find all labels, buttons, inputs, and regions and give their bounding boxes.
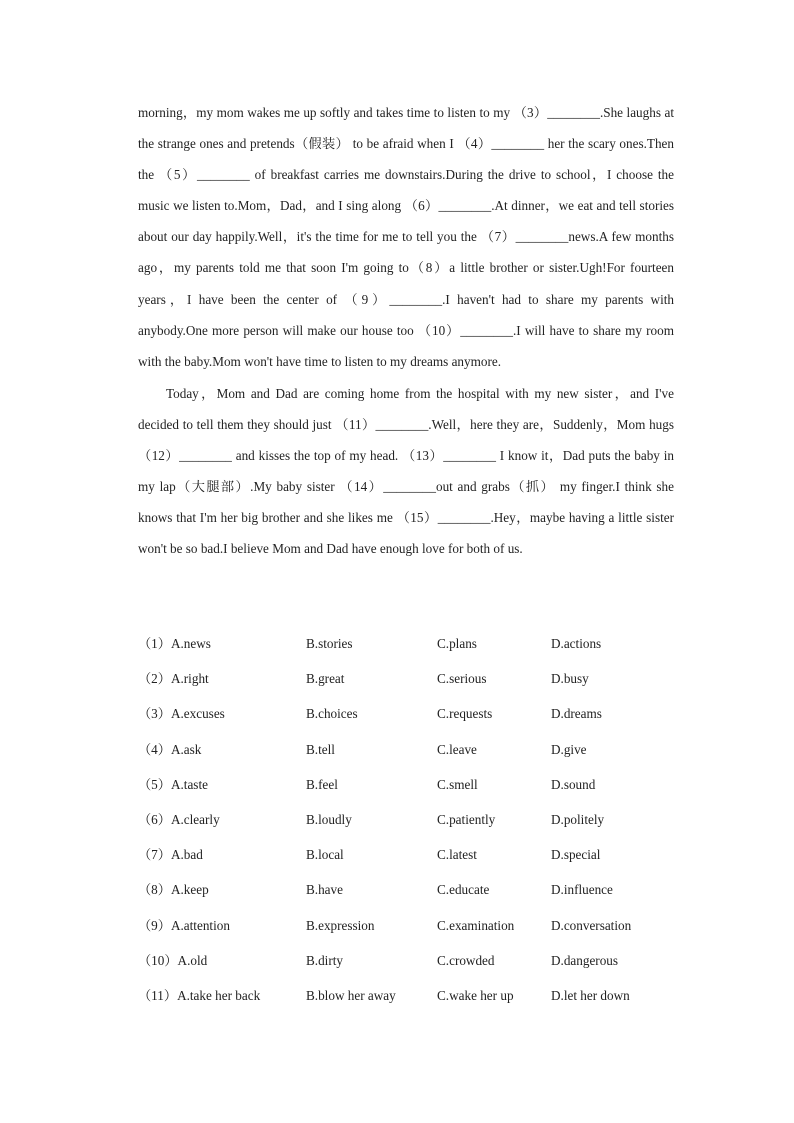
- option-row-7: [138, 840, 698, 875]
- option-c: C.leave: [437, 741, 477, 757]
- option-c: C.educate: [437, 882, 490, 898]
- option-c: C.patiently: [437, 811, 496, 827]
- option-b: B.have: [306, 882, 343, 898]
- option-d: D.politely: [551, 811, 605, 827]
- option-d: D.dangerous: [551, 952, 619, 968]
- option-b: B.stories: [306, 636, 353, 651]
- option-d: D.give: [551, 741, 587, 757]
- option-row-6: [138, 805, 698, 840]
- option-row-9: [138, 911, 698, 946]
- option-row-8: [138, 875, 698, 910]
- option-row-3: [138, 699, 698, 734]
- option-d: D.dreams: [551, 706, 602, 722]
- option-row-4: [138, 735, 698, 770]
- option-b: B.expression: [306, 917, 375, 933]
- option-row-2: [138, 664, 698, 699]
- option-row-5: [138, 770, 698, 805]
- passage-paragraph-2: Today，Mom and Dad are coming home from the hospital with my new sister，and I've decided to tell them they should just （11）________.Well，here they are，Suddenly，Mom hugs （12）________ and kisses the top of my head. （13）________ I know it，Dad puts the baby in my lap（大腿部）.My baby sister （14）________out and grabs（抓） my finger.I think she knows that I'm her big brother and she likes me （15）________.Hey，maybe having a little sister won't be so bad.I believe Mom and Dad have enough love for both of us.: [138, 385, 674, 557]
- option-d: D.let her down: [551, 987, 630, 1003]
- option-row-11: [138, 981, 698, 1016]
- option-c: C.latest: [437, 847, 477, 863]
- option-row-1: [138, 629, 698, 664]
- option-b: B.local: [306, 847, 344, 863]
- option-row-10: [138, 946, 698, 981]
- option-a: （10）A.old: [138, 952, 208, 968]
- option-d: D.actions: [551, 636, 602, 651]
- option-b: B.feel: [306, 776, 338, 792]
- option-b: B.loudly: [306, 811, 352, 827]
- option-b: B.dirty: [306, 952, 343, 968]
- option-c: C.examination: [437, 917, 515, 933]
- option-c: C.requests: [437, 706, 493, 722]
- option-a: （1）A.news: [138, 636, 211, 651]
- option-a: （3）A.excuses: [138, 706, 225, 722]
- option-a: （5）A.taste: [138, 776, 208, 792]
- option-a: （4）A.ask: [138, 741, 202, 757]
- passage: [138, 97, 674, 564]
- option-c: C.crowded: [437, 952, 495, 968]
- passage-paragraph-1: morning，my mom wakes me up softly and takes time to listen to my （3）________.She laughs at the strange ones and pretends（假装） to be afraid when I （4）________ her the scary ones.Then the （5）________ of breakfast carries me downstairs.During the drive to school，I choose the music we listen to.Mom，Dad，and I sing along （6）________.At dinner，we eat and tell stories about our day happily.Well，it's the time for me to tell you the （7）________news.A few months ago，my parents told me that soon I'm going to（8）a little brother or sister.Ugh!For fourteen years，I have been the center of （9）________.I haven't had to share my parents with anybody.One more person will make our house too （10）________.I will have to share my room with the baby.Mom won't have time to listen to my dreams anymore.: [138, 105, 674, 369]
- option-a: （8）A.keep: [138, 882, 209, 898]
- option-b: B.choices: [306, 706, 358, 722]
- option-c: C.serious: [437, 671, 487, 687]
- option-d: D.sound: [551, 776, 596, 792]
- option-b: B.tell: [306, 741, 335, 757]
- option-c: C.smell: [437, 776, 478, 792]
- option-d: D.conversation: [551, 917, 632, 933]
- option-c: C.plans: [437, 636, 477, 651]
- option-d: D.special: [551, 847, 601, 863]
- answer-options: [138, 629, 698, 1016]
- option-b: B.great: [306, 671, 345, 687]
- option-a: （6）A.clearly: [138, 811, 220, 827]
- option-a: （7）A.bad: [138, 847, 203, 863]
- option-d: D.busy: [551, 671, 589, 687]
- option-a: （11）A.take her back: [138, 987, 261, 1003]
- option-c: C.wake her up: [437, 987, 514, 1003]
- option-b: B.blow her away: [306, 987, 396, 1003]
- option-a: （9）A.attention: [138, 917, 230, 933]
- option-d: D.influence: [551, 882, 613, 898]
- option-a: （2）A.right: [138, 671, 209, 687]
